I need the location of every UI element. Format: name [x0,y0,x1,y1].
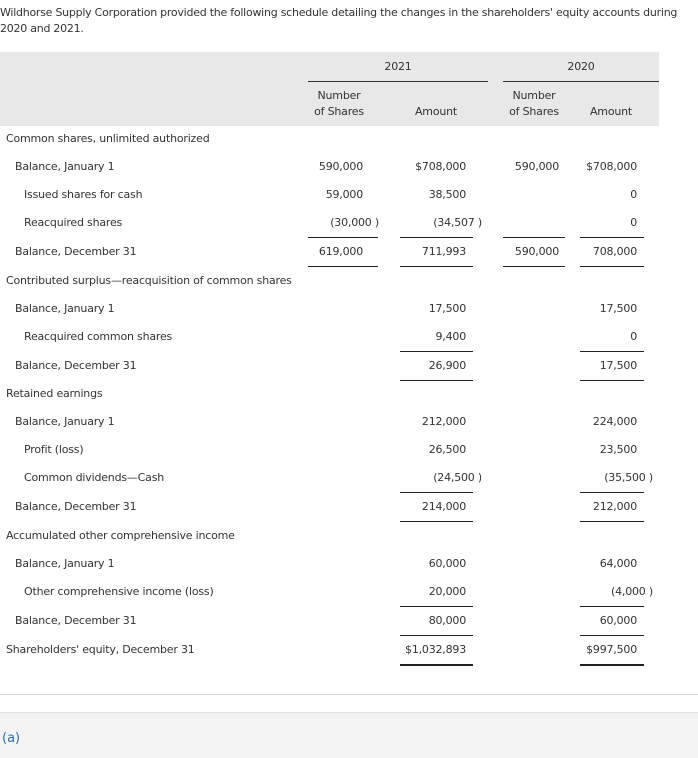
row-value: 17,500 [599,359,637,372]
accounting-rule [580,664,644,666]
accounting-rule [503,266,565,267]
accounting-rule [400,237,473,238]
row-label: Balance, December 31 [15,359,137,372]
row-label: Other comprehensive income (loss) [24,585,214,598]
accounting-rule [400,606,473,607]
row-label: Balance, January 1 [15,557,115,570]
row-value: (34,507 ) [433,216,482,229]
row-value: (35,500 ) [604,471,653,484]
accounting-rule [580,606,644,607]
row-label: Common dividends—Cash [24,471,165,484]
row-label: Balance, December 31 [15,500,137,513]
row-label: Reacquired shares [24,216,123,229]
accounting-rule [580,266,644,267]
row-value: 590,000 [514,245,559,258]
row-value: 708,000 [592,245,637,258]
row-value: 9,400 [435,330,466,343]
row-value: 590,000 [514,160,559,173]
row-value: 224,000 [592,415,637,428]
row-value: 64,000 [599,557,637,570]
row-label: Contributed surplus—reacquisition of common shares [6,274,292,287]
col-2020-shares-label: of Shares [509,105,559,118]
row-value: (30,000 ) [330,216,379,229]
row-value: 80,000 [428,614,466,627]
row-label: Retained earnings [6,387,103,400]
accounting-rule [400,351,473,352]
row-value: 26,500 [428,443,466,456]
row-label: Balance, December 31 [15,614,137,627]
row-value: 711,993 [421,245,466,258]
row-value: $997,500 [586,643,637,656]
row-value: 59,000 [325,188,363,201]
row-label: Issued shares for cash [24,188,143,201]
row-value: (4,000 ) [611,585,653,598]
accounting-rule [308,266,378,267]
col-2020-number-label: Number [512,89,556,102]
row-label: Balance, January 1 [15,160,115,173]
row-value: 212,000 [592,500,637,513]
row-value: $1,032,893 [405,643,466,656]
row-value: 214,000 [421,500,466,513]
row-value: 619,000 [318,245,363,258]
row-value: 0 [630,330,637,343]
accounting-rule [580,351,644,352]
accounting-rule [580,237,644,238]
row-label: Profit (loss) [24,443,84,456]
accounting-rule [400,266,473,267]
row-value: 212,000 [421,415,466,428]
answer-section [0,712,698,758]
col-2020-amount-label: Amount [589,105,633,118]
row-value: $708,000 [415,160,466,173]
row-label: Balance, January 1 [15,415,115,428]
accounting-rule [580,380,644,381]
row-value: 26,900 [428,359,466,372]
row-value: (24,500 ) [433,471,482,484]
header-rule-2021 [308,81,488,82]
part-a-label: (a) [2,731,21,746]
row-label: Reacquired common shares [24,330,173,343]
row-value: 17,500 [428,302,466,315]
row-label: Balance, December 31 [15,245,137,258]
row-label: Balance, January 1 [15,302,115,315]
accounting-rule [400,492,473,493]
accounting-rule [308,237,378,238]
col-2021-shares-label: of Shares [314,105,364,118]
row-label: Shareholders' equity, December 31 [6,643,195,656]
row-value: 0 [630,188,637,201]
col-2021-amount-label: Amount [414,105,458,118]
accounting-rule [400,664,473,666]
problem-intro: Wildhorse Supply Corporation provided the following schedule detailing the changes in the shareholders' equity accounts during 2020 and 2021. [0,6,678,35]
footer-divider [0,694,698,695]
col-2021-number-label: Number [317,89,361,102]
row-value: 590,000 [318,160,363,173]
row-label: Accumulated other comprehensive income [6,529,235,542]
row-value: 23,500 [599,443,637,456]
row-value: $708,000 [586,160,637,173]
row-value: 60,000 [599,614,637,627]
accounting-rule [580,492,644,493]
row-value: 0 [630,216,637,229]
row-value: 17,500 [599,302,637,315]
row-label: Common shares, unlimited authorized [6,132,210,145]
accounting-rule [503,237,565,238]
accounting-rule [400,521,473,522]
year-2020-header: 2020 [567,60,595,73]
header-rule-2020 [503,81,659,82]
row-value: 60,000 [428,557,466,570]
row-value: 20,000 [428,585,466,598]
year-2021-header: 2021 [384,60,412,73]
row-value: 38,500 [428,188,466,201]
accounting-rule [580,521,644,522]
accounting-rule [580,635,644,636]
accounting-rule [400,380,473,381]
accounting-rule [400,635,473,636]
